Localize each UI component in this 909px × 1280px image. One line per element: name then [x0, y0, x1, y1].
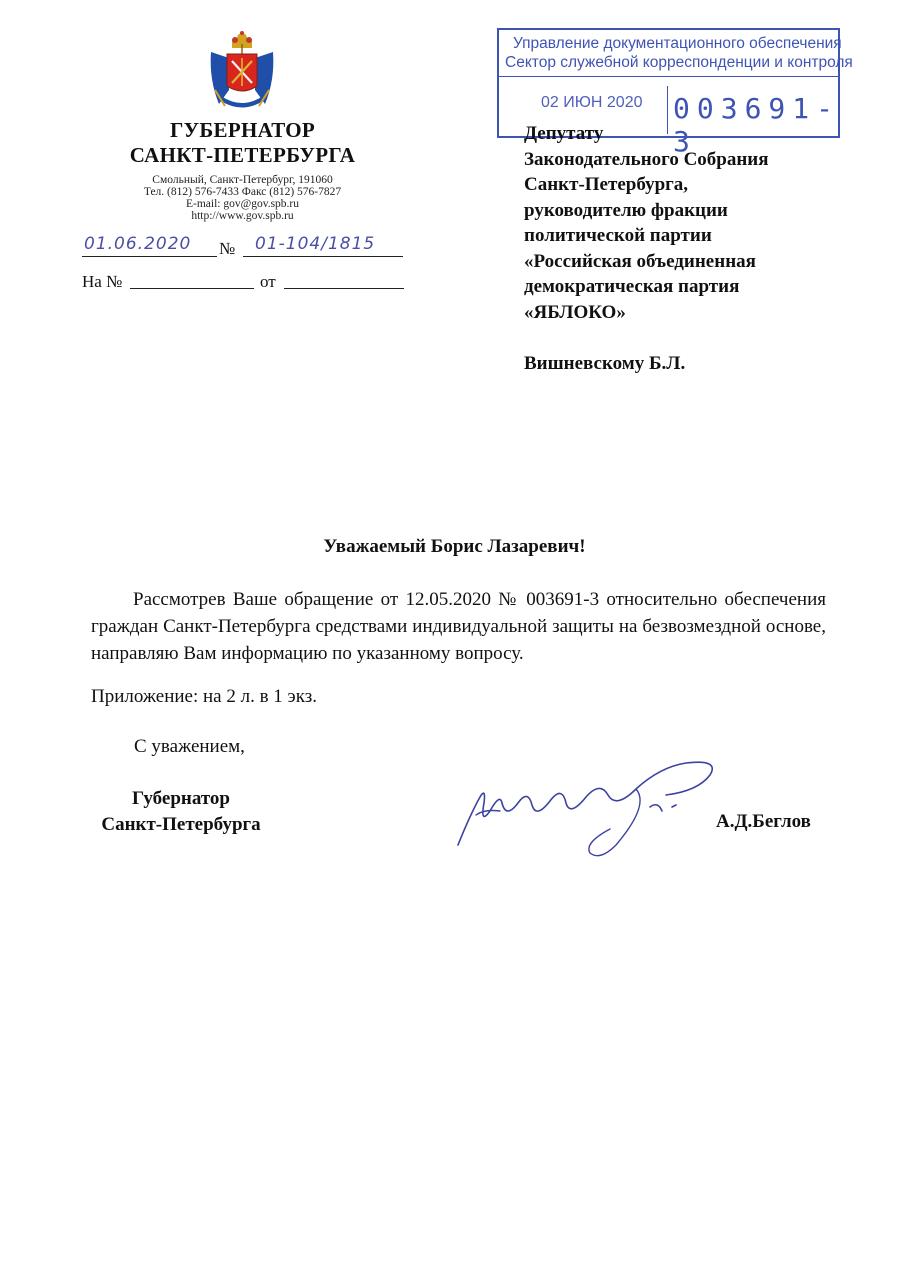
- addressee-line: «ЯБЛОКО»: [524, 301, 626, 323]
- letterhead-title-line2: САНКТ-ПЕТЕРБУРГА: [129, 143, 356, 167]
- signatory-name: А.Д.Беглов: [716, 811, 811, 832]
- stamp-line1: Управление документационного обеспечения: [513, 35, 842, 52]
- handwritten-signature: [440, 745, 740, 865]
- letterhead-address: Смольный, Санкт-Петербург, 191060: [152, 174, 333, 186]
- addressee-line: Законодательного Собрания: [524, 148, 769, 170]
- letterhead-title-line1: ГУБЕРНАТОР: [169, 118, 316, 142]
- outgoing-number-label: №: [219, 239, 236, 258]
- closing: С уважением,: [134, 736, 245, 757]
- from-label: от: [260, 272, 276, 291]
- position-line2: Санкт-Петербурга: [101, 814, 261, 835]
- reply-to-line: [130, 288, 254, 289]
- addressee-block: [524, 121, 864, 377]
- addressee-line: демократическая партия: [524, 276, 740, 297]
- signatory-position: [91, 786, 271, 838]
- outgoing-number: 01-104/1815: [255, 234, 376, 254]
- salutation: Уважаемый Борис Лазаревич!: [323, 536, 586, 557]
- outgoing-date-line: [82, 256, 217, 257]
- addressee-name: Вишневскому Б.Л.: [524, 353, 686, 374]
- outgoing-number-line: [243, 256, 403, 257]
- stamp-date: 02 ИЮН 2020: [541, 94, 643, 111]
- outgoing-date: 01.06.2020: [84, 234, 192, 254]
- addressee-line: политической партии: [524, 225, 712, 246]
- from-line: [284, 288, 404, 289]
- addressee-line: «Российская объединенная: [524, 250, 756, 272]
- addressee-line: Санкт-Петербурга,: [524, 174, 689, 195]
- letterhead-website: http://www.gov.spb.ru: [191, 210, 294, 222]
- letter-body: Рассмотрев Ваше обращение от 12.05.2020 № 003691-3 относительно обеспечения граждан Санкт-Петербурга средствами индивидуальной защиты на безвозмездной основе, направляю Вам информацию по указанному вопросу.: [91, 589, 826, 664]
- stamp-line2: Сектор служебной корреспонденции и контроля: [505, 54, 853, 71]
- coat-of-arms-icon: [205, 30, 279, 112]
- position-line1: Губернатор: [132, 788, 230, 809]
- letterhead-email: E-mail: gov@gov.spb.ru: [185, 198, 299, 210]
- stamp-divider: [499, 76, 838, 77]
- letterhead-phones: Тел. (812) 576-7433 Факс (812) 576-7827: [143, 186, 342, 198]
- stamp-number: 003691-3: [673, 92, 841, 158]
- addressee-line: руководителю фракции: [524, 199, 728, 221]
- reply-to-label: На №: [82, 272, 123, 291]
- attachment-note: Приложение: на 2 л. в 1 экз.: [91, 686, 317, 707]
- addressee-line: Депутату: [524, 123, 604, 144]
